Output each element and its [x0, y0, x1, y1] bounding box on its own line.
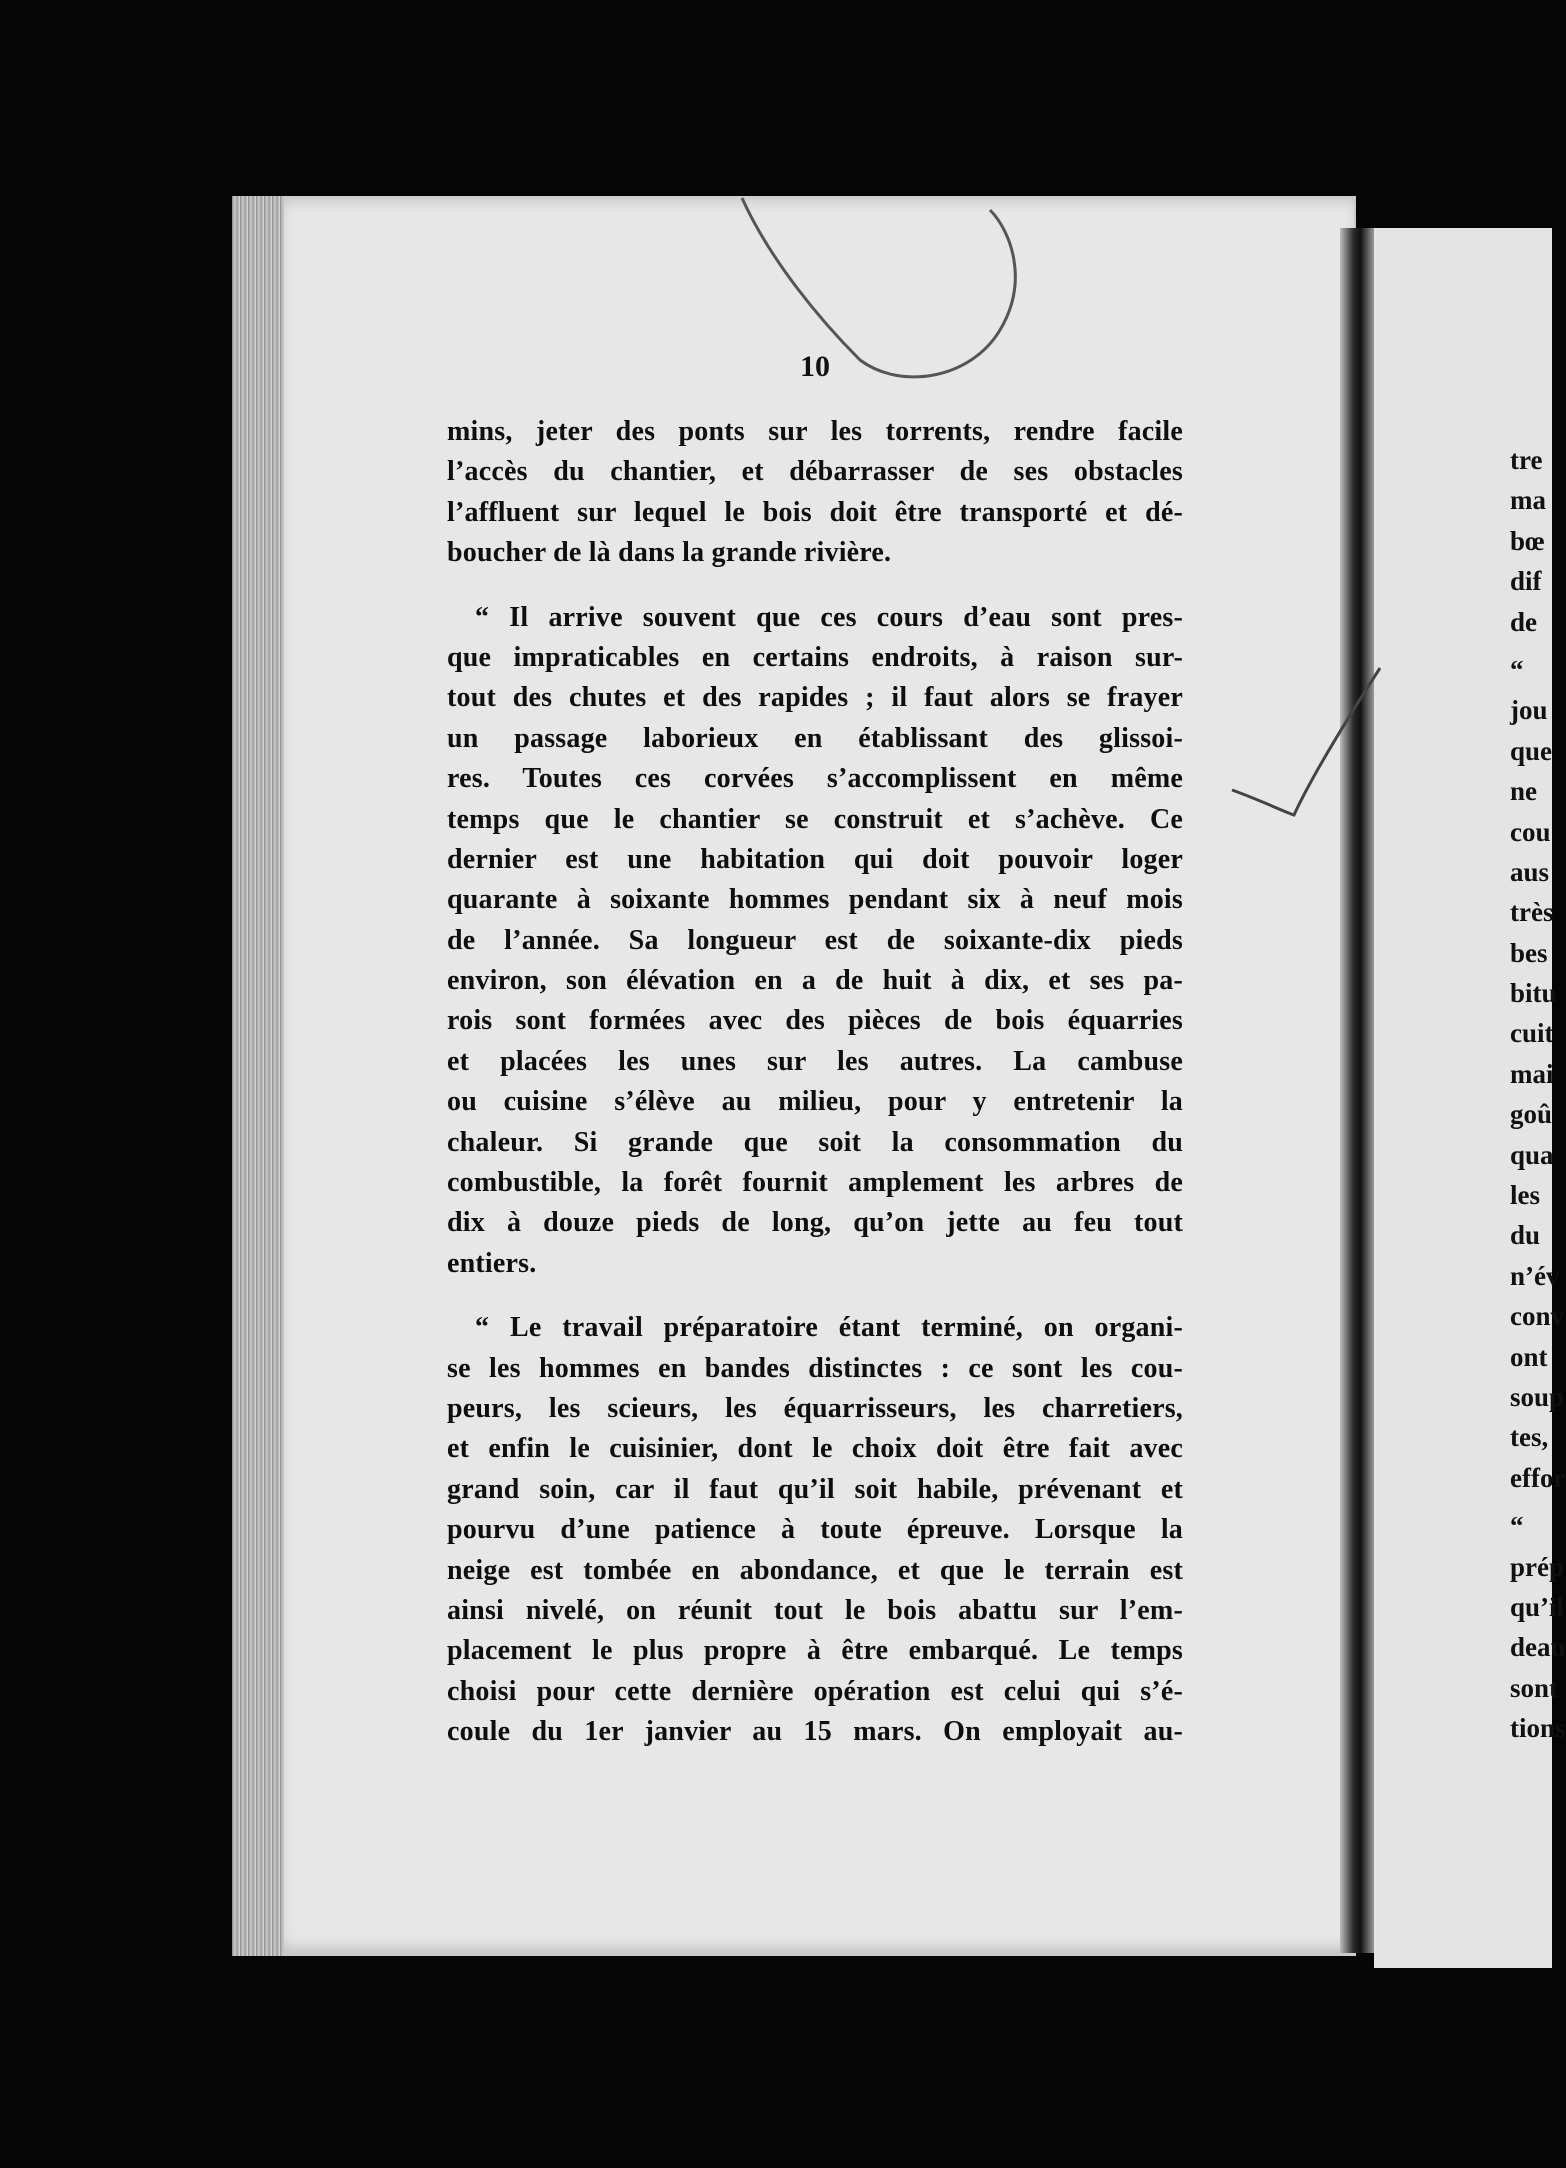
- text-line: ou cuisine s’élève au milieu, pour y entretenir la: [447, 1086, 1183, 1118]
- right-text-fragment: du: [1510, 1220, 1541, 1251]
- right-text-fragment: que: [1510, 735, 1553, 766]
- right-text-fragment: tes,: [1510, 1422, 1549, 1453]
- right-text-fragment: ont: [1510, 1341, 1548, 1372]
- text-line: pourvu d’une patience à toute épreuve. Lorsque la: [447, 1514, 1183, 1546]
- right-text-fragment: tions: [1510, 1713, 1566, 1744]
- text-line: tout des chutes et des rapides ; il faut alors se frayer: [447, 682, 1183, 714]
- right-text-fragment: goû: [1510, 1099, 1553, 1130]
- text-line: rois sont formées avec des pièces de bois équarries: [447, 1005, 1183, 1037]
- text-line: entiers.: [447, 1247, 537, 1279]
- text-line: se les hommes en bandes distinctes : ce sont les cou-: [447, 1352, 1183, 1384]
- text-line: coule du 1er janvier au 15 mars. On employait au-: [447, 1716, 1183, 1748]
- text-line: combustible, la forêt fournit amplement les arbres de: [447, 1167, 1183, 1199]
- text-line: grand soin, car il faut qu’il soit habile, prévenant et: [447, 1473, 1183, 1505]
- text-line: boucher de là dans la grande rivière.: [447, 537, 892, 569]
- text-line: “ Il arrive souvent que ces cours d’eau sont pres-: [475, 601, 1183, 633]
- right-text-fragment: tre: [1510, 445, 1543, 475]
- right-text-fragment: bœ: [1510, 525, 1545, 556]
- text-line: mins, jeter des ponts sur les torrents, rendre facile: [447, 416, 1183, 447]
- text-line: dix à douze pieds de long, qu’on jette au feu tout: [447, 1207, 1183, 1239]
- right-text-fragment: aus: [1510, 856, 1550, 887]
- right-text-fragment: jou: [1510, 695, 1548, 726]
- text-line: temps que le chantier se construit et s’achève. Ce: [447, 803, 1183, 835]
- right-text-fragment: sont: [1510, 1672, 1559, 1703]
- right-text-fragment: qu’il: [1510, 1591, 1565, 1622]
- right-text-fragment: bitu: [1510, 978, 1557, 1009]
- right-text-fragment: bes: [1510, 937, 1548, 968]
- text-line: et enfin le cuisinier, dont le choix doit être fait avec: [447, 1433, 1183, 1465]
- text-line: que impraticables en certains endroits, à raison sur-: [447, 641, 1183, 673]
- text-line: l’accès du chantier, et débarrasser de ses obstacles: [447, 456, 1183, 488]
- text-line: choisi pour cette dernière opération est celui qui s’é-: [447, 1675, 1183, 1707]
- text-line: peurs, les scieurs, les équarrisseurs, les charretiers,: [447, 1392, 1183, 1424]
- right-text-fragment: qua: [1510, 1139, 1554, 1170]
- text-line: neige est tombée en abondance, et que le terrain est: [447, 1554, 1183, 1586]
- right-text-fragment: dif: [1510, 566, 1542, 597]
- text-line: res. Toutes ces corvées s’accomplissent en même: [447, 763, 1183, 795]
- right-text-fragment: les: [1510, 1180, 1540, 1211]
- text-line: quarante à soixante hommes pendant six à neuf mois: [447, 884, 1183, 916]
- right-text-fragment: de: [1510, 606, 1537, 637]
- pencil-loop-mark: [742, 198, 1015, 377]
- text-line: placement le plus propre à être embarqué. Le temps: [447, 1635, 1183, 1667]
- page-number: 10: [800, 350, 830, 383]
- right-text-fragment: cuit: [1510, 1018, 1554, 1049]
- right-text-fragment: prép: [1510, 1551, 1564, 1582]
- right-text-fragment: n’év: [1510, 1260, 1560, 1291]
- text-line: ainsi nivelé, on réunit tout le bois abattu sur l’em-: [447, 1594, 1183, 1626]
- text-line: environ, son élévation en a de huit à dix, et ses pa-: [447, 965, 1183, 997]
- text-line: chaleur. Si grande que soit la consommation du: [447, 1126, 1183, 1158]
- pencil-check-mark: [1232, 668, 1380, 815]
- text-line: l’affluent sur lequel le bois doit être transporté et dé-: [447, 496, 1183, 528]
- text-line: “ Le travail préparatoire étant terminé, on organi-: [475, 1312, 1183, 1344]
- right-text-fragment: ma: [1510, 485, 1546, 516]
- right-text-fragment: ne: [1510, 776, 1537, 807]
- text-line: un passage laborieux en établissant des glissoi-: [447, 722, 1183, 754]
- right-text-fragment: soup: [1510, 1381, 1565, 1412]
- right-text-fragment: très: [1510, 897, 1554, 928]
- right-text-fragment: cou: [1510, 816, 1551, 847]
- text-line: et placées les unes sur les autres. La cambuse: [447, 1045, 1183, 1077]
- right-text-fragment: effor: [1510, 1462, 1566, 1493]
- text-line: dernier est une habitation qui doit pouvoir loger: [447, 843, 1183, 875]
- right-text-fragment: “: [1510, 654, 1524, 685]
- right-text-fragment: conv: [1510, 1301, 1564, 1332]
- right-text-fragment: mai: [1510, 1058, 1554, 1089]
- text-line: de l’année. Sa longueur est de soixante-dix pieds: [447, 924, 1183, 956]
- right-text-fragment: deau: [1510, 1632, 1566, 1663]
- right-text-fragment: “: [1510, 1511, 1524, 1542]
